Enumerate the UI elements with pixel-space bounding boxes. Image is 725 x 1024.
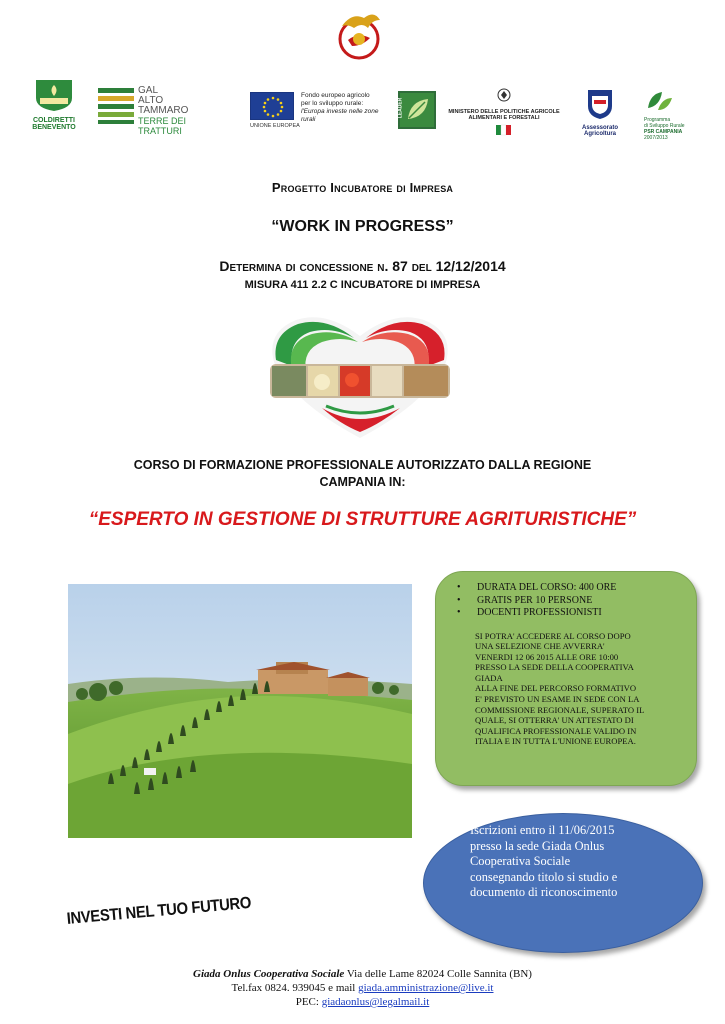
course-fact-text: GRATIS PER 10 PERSONE bbox=[477, 594, 593, 606]
registration-info bbox=[470, 823, 680, 901]
course-facts-list bbox=[457, 582, 682, 620]
mipaaf-logo bbox=[448, 88, 560, 134]
slogan: INVESTI NEL TUO FUTURO bbox=[66, 893, 252, 928]
course-fact-item bbox=[457, 594, 682, 608]
registration-line: presso la sede Giada Onlus bbox=[470, 838, 605, 853]
eu-caption: UNIONE EUROPEA bbox=[250, 123, 300, 129]
regione-campania-logo bbox=[568, 88, 632, 137]
mipaaf-line1: MINISTERO DELLE POLITICHE AGRICOLE bbox=[448, 109, 560, 115]
course-name: “ESPERTO IN GESTIONE DI STRUTTURE AGRITURISTICHE” bbox=[88, 509, 637, 530]
giada-emblem-logo bbox=[328, 6, 390, 68]
coldiretti-line1: COLDIRETTI bbox=[33, 117, 75, 124]
course-fact-item bbox=[457, 582, 682, 595]
psr-leaves-icon bbox=[644, 88, 674, 112]
course-intro-line2: CAMPANIA IN: bbox=[319, 475, 406, 489]
psr-line2: di Sviluppo Rurale bbox=[644, 123, 685, 129]
footer-contact-prefix: Tel.fax 0824. 939045 e mail bbox=[231, 982, 359, 994]
registration-line: documento di riconoscimento bbox=[470, 885, 618, 900]
course-fact-text: DOCENTI PROFESSIONISTI bbox=[477, 607, 602, 618]
eu-flag-icon bbox=[250, 92, 294, 120]
leader-logo bbox=[398, 91, 438, 131]
project-heading: Progetto Incubatore di Impresa bbox=[271, 180, 454, 195]
bullet-icon: • bbox=[457, 607, 461, 618]
course-fact-item bbox=[457, 607, 682, 620]
registration-line: Iscrizioni entro il 11/06/2015 bbox=[470, 823, 615, 837]
psr-line1: Programma bbox=[644, 117, 671, 123]
coldiretti-logo bbox=[28, 78, 80, 134]
footer-address-line bbox=[0, 968, 725, 980]
leader-leaf-icon bbox=[400, 93, 434, 127]
eu-text-1: Fondo europeo agricolo bbox=[301, 92, 370, 99]
registration-line: consegnando titolo si studio e bbox=[470, 869, 618, 884]
psr-campania-logo bbox=[644, 88, 700, 141]
tuscany-landscape-photo bbox=[68, 584, 412, 838]
coldiretti-line2: BENEVENTO bbox=[32, 124, 76, 132]
selection-info-paragraph: SI POTRA' ACCEDERE AL CORSO DOPO UNA SELEZIONE CHE AVVERRA' VENERDI 12 06 2015 ALLE ORE 10:00 PRESSO LA SEDE DELLA COOPERATIVA GIADA ALLA FINE DEL PERCORSO FORMATIVO E' PREVISTO UN ESAME IN SEDE CON LA COMMISSIONE REGIONALE, SUPERATO IL QUALE, SI OTTERRA' UN ATTESTATO DI QUALIFICA PROFESSIONALE VALIDO IN ITALIA E IN TUTTA L'UNIONE EUROPEA. bbox=[475, 630, 645, 747]
psr-line3: PSR CAMPANIA bbox=[644, 129, 683, 135]
coldiretti-emblem-icon bbox=[28, 78, 80, 112]
campania-shield-icon bbox=[568, 88, 632, 120]
footer-address: Via delle Lame 82024 Colle Sannita (BN) bbox=[344, 968, 532, 980]
gal-line1: GAL bbox=[138, 85, 159, 96]
footer-org-name: Giada Onlus Cooperativa Sociale bbox=[193, 968, 345, 980]
leader-caption: LEADER bbox=[397, 97, 404, 119]
psr-line4: 2007/2013 bbox=[644, 135, 668, 141]
bullet-icon: • bbox=[457, 582, 461, 593]
misura-line: MISURA 411 2.2 C INCUBATORE DI IMPRESA bbox=[244, 279, 481, 291]
eu-text-2: per lo sviluppo rurale: bbox=[301, 100, 364, 107]
bullet-icon: • bbox=[457, 594, 461, 606]
italian-flag-icon bbox=[448, 124, 560, 136]
mipaaf-line2: ALIMENTARI E FORESTALI bbox=[468, 115, 540, 121]
gal-alto-tammaro-logo bbox=[98, 85, 228, 136]
determina-line: Determina di concessione n. 87 del 12/12/2014 bbox=[219, 258, 506, 274]
project-title: “WORK IN PROGRESS” bbox=[271, 218, 454, 235]
republic-emblem-icon bbox=[448, 88, 560, 104]
gal-stripes-icon bbox=[98, 86, 136, 126]
eu-text-3: l'Europa investe nelle zone rurali bbox=[301, 108, 379, 123]
footer-pec-line bbox=[0, 996, 725, 1008]
gal-line3: TAMMARO bbox=[138, 105, 189, 116]
regione-caption: Assessorato Agricoltura bbox=[581, 125, 619, 137]
italian-heart-illustration bbox=[262, 312, 458, 442]
gal-line2: ALTO bbox=[138, 95, 164, 106]
registration-line: Cooperativa Sociale bbox=[470, 854, 571, 869]
footer-pec-link[interactable]: giadaonlus@legalmail.it bbox=[321, 996, 430, 1008]
footer-pec-prefix: PEC: bbox=[295, 996, 322, 1008]
footer-contact-line bbox=[0, 982, 725, 994]
eu-feasr-logo bbox=[250, 92, 390, 132]
gal-line4: TERRE DEI TRATTURI bbox=[138, 116, 187, 136]
course-intro-line1: CORSO DI FORMAZIONE PROFESSIONALE AUTORIZZATO DALLA REGIONE bbox=[133, 458, 592, 472]
footer-email-link[interactable]: giada.amministrazione@live.it bbox=[358, 982, 494, 994]
course-fact-text: DURATA DEL CORSO: 400 ORE bbox=[477, 582, 617, 593]
course-info-box bbox=[435, 571, 697, 786]
